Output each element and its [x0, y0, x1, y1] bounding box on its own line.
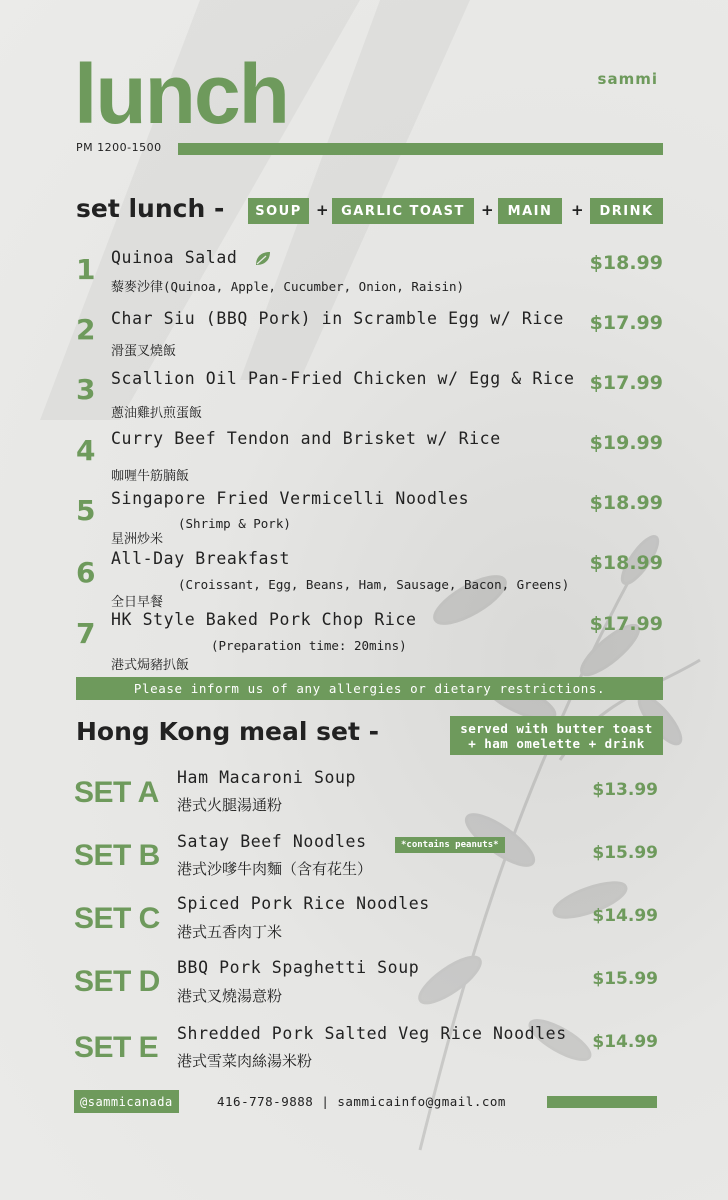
item-price: $18.99: [589, 252, 663, 274]
item-chinese-name: 全日早餐: [111, 595, 164, 610]
item-price: $17.99: [589, 372, 663, 394]
item-name: [111, 248, 272, 267]
served-with-badge: [450, 716, 663, 755]
set-chinese-name: 港式五香肉丁米: [177, 923, 283, 941]
item-note: (Shrimp & Pork): [178, 516, 291, 531]
item-price: $17.99: [589, 312, 663, 334]
set-name: Shredded Pork Salted Veg Rice Noodles: [177, 1024, 567, 1043]
plus-sign: +: [481, 201, 494, 219]
item-chinese-text: 藜麥沙律: [111, 280, 164, 295]
item-price: $18.99: [589, 492, 663, 514]
item-chinese-name: [111, 276, 464, 295]
page-title: lunch: [74, 47, 288, 141]
item-note: (Croissant, Egg, Beans, Ham, Sausage, Bacon, Greens): [178, 577, 570, 592]
lunch-hours: PM 1200-1500: [76, 141, 162, 154]
hk-meal-set-heading: Hong Kong meal set -: [76, 717, 380, 746]
item-note: (Preparation time: 20mins): [211, 638, 407, 653]
set-chinese-name: 港式叉燒湯意粉: [177, 987, 283, 1005]
component-soup: SOUP: [248, 198, 309, 224]
item-number: 3: [76, 373, 96, 406]
footer-bar: [547, 1096, 657, 1108]
leaf-icon: [254, 251, 272, 267]
set-name: BBQ Pork Spaghetti Soup: [177, 958, 420, 977]
item-name: Scallion Oil Pan-Fried Chicken w/ Egg & Rice: [111, 369, 575, 388]
set-chinese-name: 港式火腿湯通粉: [177, 796, 283, 814]
title-underline-bar: [178, 143, 663, 155]
brand-name: sammi: [597, 70, 658, 88]
component-garlic-toast: GARLIC TOAST: [332, 198, 474, 224]
plus-sign: +: [316, 201, 329, 219]
set-chinese-name: 港式雪菜肉絲湯米粉: [177, 1052, 313, 1070]
badge-line: served with butter toast: [460, 720, 653, 736]
item-price: $17.99: [589, 613, 663, 635]
peanut-warning-badge: *contains peanuts*: [395, 837, 505, 853]
set-lunch-heading: set lunch -: [76, 194, 225, 223]
set-price: $15.99: [592, 843, 658, 863]
set-label: SET C: [74, 902, 160, 935]
set-label: SET B: [74, 839, 160, 872]
set-label: SET D: [74, 965, 160, 998]
item-name: All-Day Breakfast: [111, 549, 291, 568]
social-handle-badge: @sammicanada: [74, 1090, 179, 1113]
item-name: Singapore Fried Vermicelli Noodles: [111, 489, 470, 508]
set-price: $13.99: [592, 780, 658, 800]
item-name-text: Quinoa Salad: [111, 248, 238, 267]
set-chinese-name: 港式沙嗲牛肉麵（含有花生）: [177, 860, 373, 878]
item-name: Curry Beef Tendon and Brisket w/ Rice: [111, 429, 501, 448]
component-drink: DRINK: [590, 198, 663, 224]
item-price: $18.99: [589, 552, 663, 574]
plus-sign: +: [571, 201, 584, 219]
set-price: $14.99: [592, 1032, 658, 1052]
item-name: HK Style Baked Pork Chop Rice: [111, 610, 417, 629]
set-price: $14.99: [592, 906, 658, 926]
item-chinese-name: 星洲炒米: [111, 532, 164, 547]
component-main: MAIN: [498, 198, 562, 224]
item-name: Char Siu (BBQ Pork) in Scramble Egg w/ Rice: [111, 309, 564, 328]
item-number: 1: [76, 253, 96, 286]
contact-info: 416-778-9888 | sammicainfo@gmail.com: [217, 1094, 506, 1109]
set-label: SET A: [74, 776, 159, 809]
allergy-notice: Please inform us of any allergies or dietary restrictions.: [76, 677, 663, 700]
set-price: $15.99: [592, 969, 658, 989]
item-chinese-name: 蔥油雞扒煎蛋飯: [111, 406, 203, 421]
set-label: SET E: [74, 1031, 159, 1064]
item-number: 7: [76, 617, 96, 650]
set-name: Spiced Pork Rice Noodles: [177, 894, 430, 913]
item-number: 2: [76, 313, 96, 346]
badge-line: + ham omelette + drink: [468, 735, 645, 751]
item-chinese-name: 滑蛋叉燒飯: [111, 344, 177, 359]
item-number: 6: [76, 556, 96, 589]
item-chinese-name: 港式焗豬扒飯: [111, 658, 190, 673]
set-name: Ham Macaroni Soup: [177, 768, 357, 787]
item-chinese-name: 咖喱牛筋腩飯: [111, 469, 190, 484]
item-number: 5: [76, 494, 96, 527]
set-name: Satay Beef Noodles: [177, 832, 367, 851]
item-note: (Quinoa, Apple, Cucumber, Onion, Raisin): [163, 279, 465, 294]
item-price: $19.99: [589, 432, 663, 454]
item-number: 4: [76, 434, 96, 467]
